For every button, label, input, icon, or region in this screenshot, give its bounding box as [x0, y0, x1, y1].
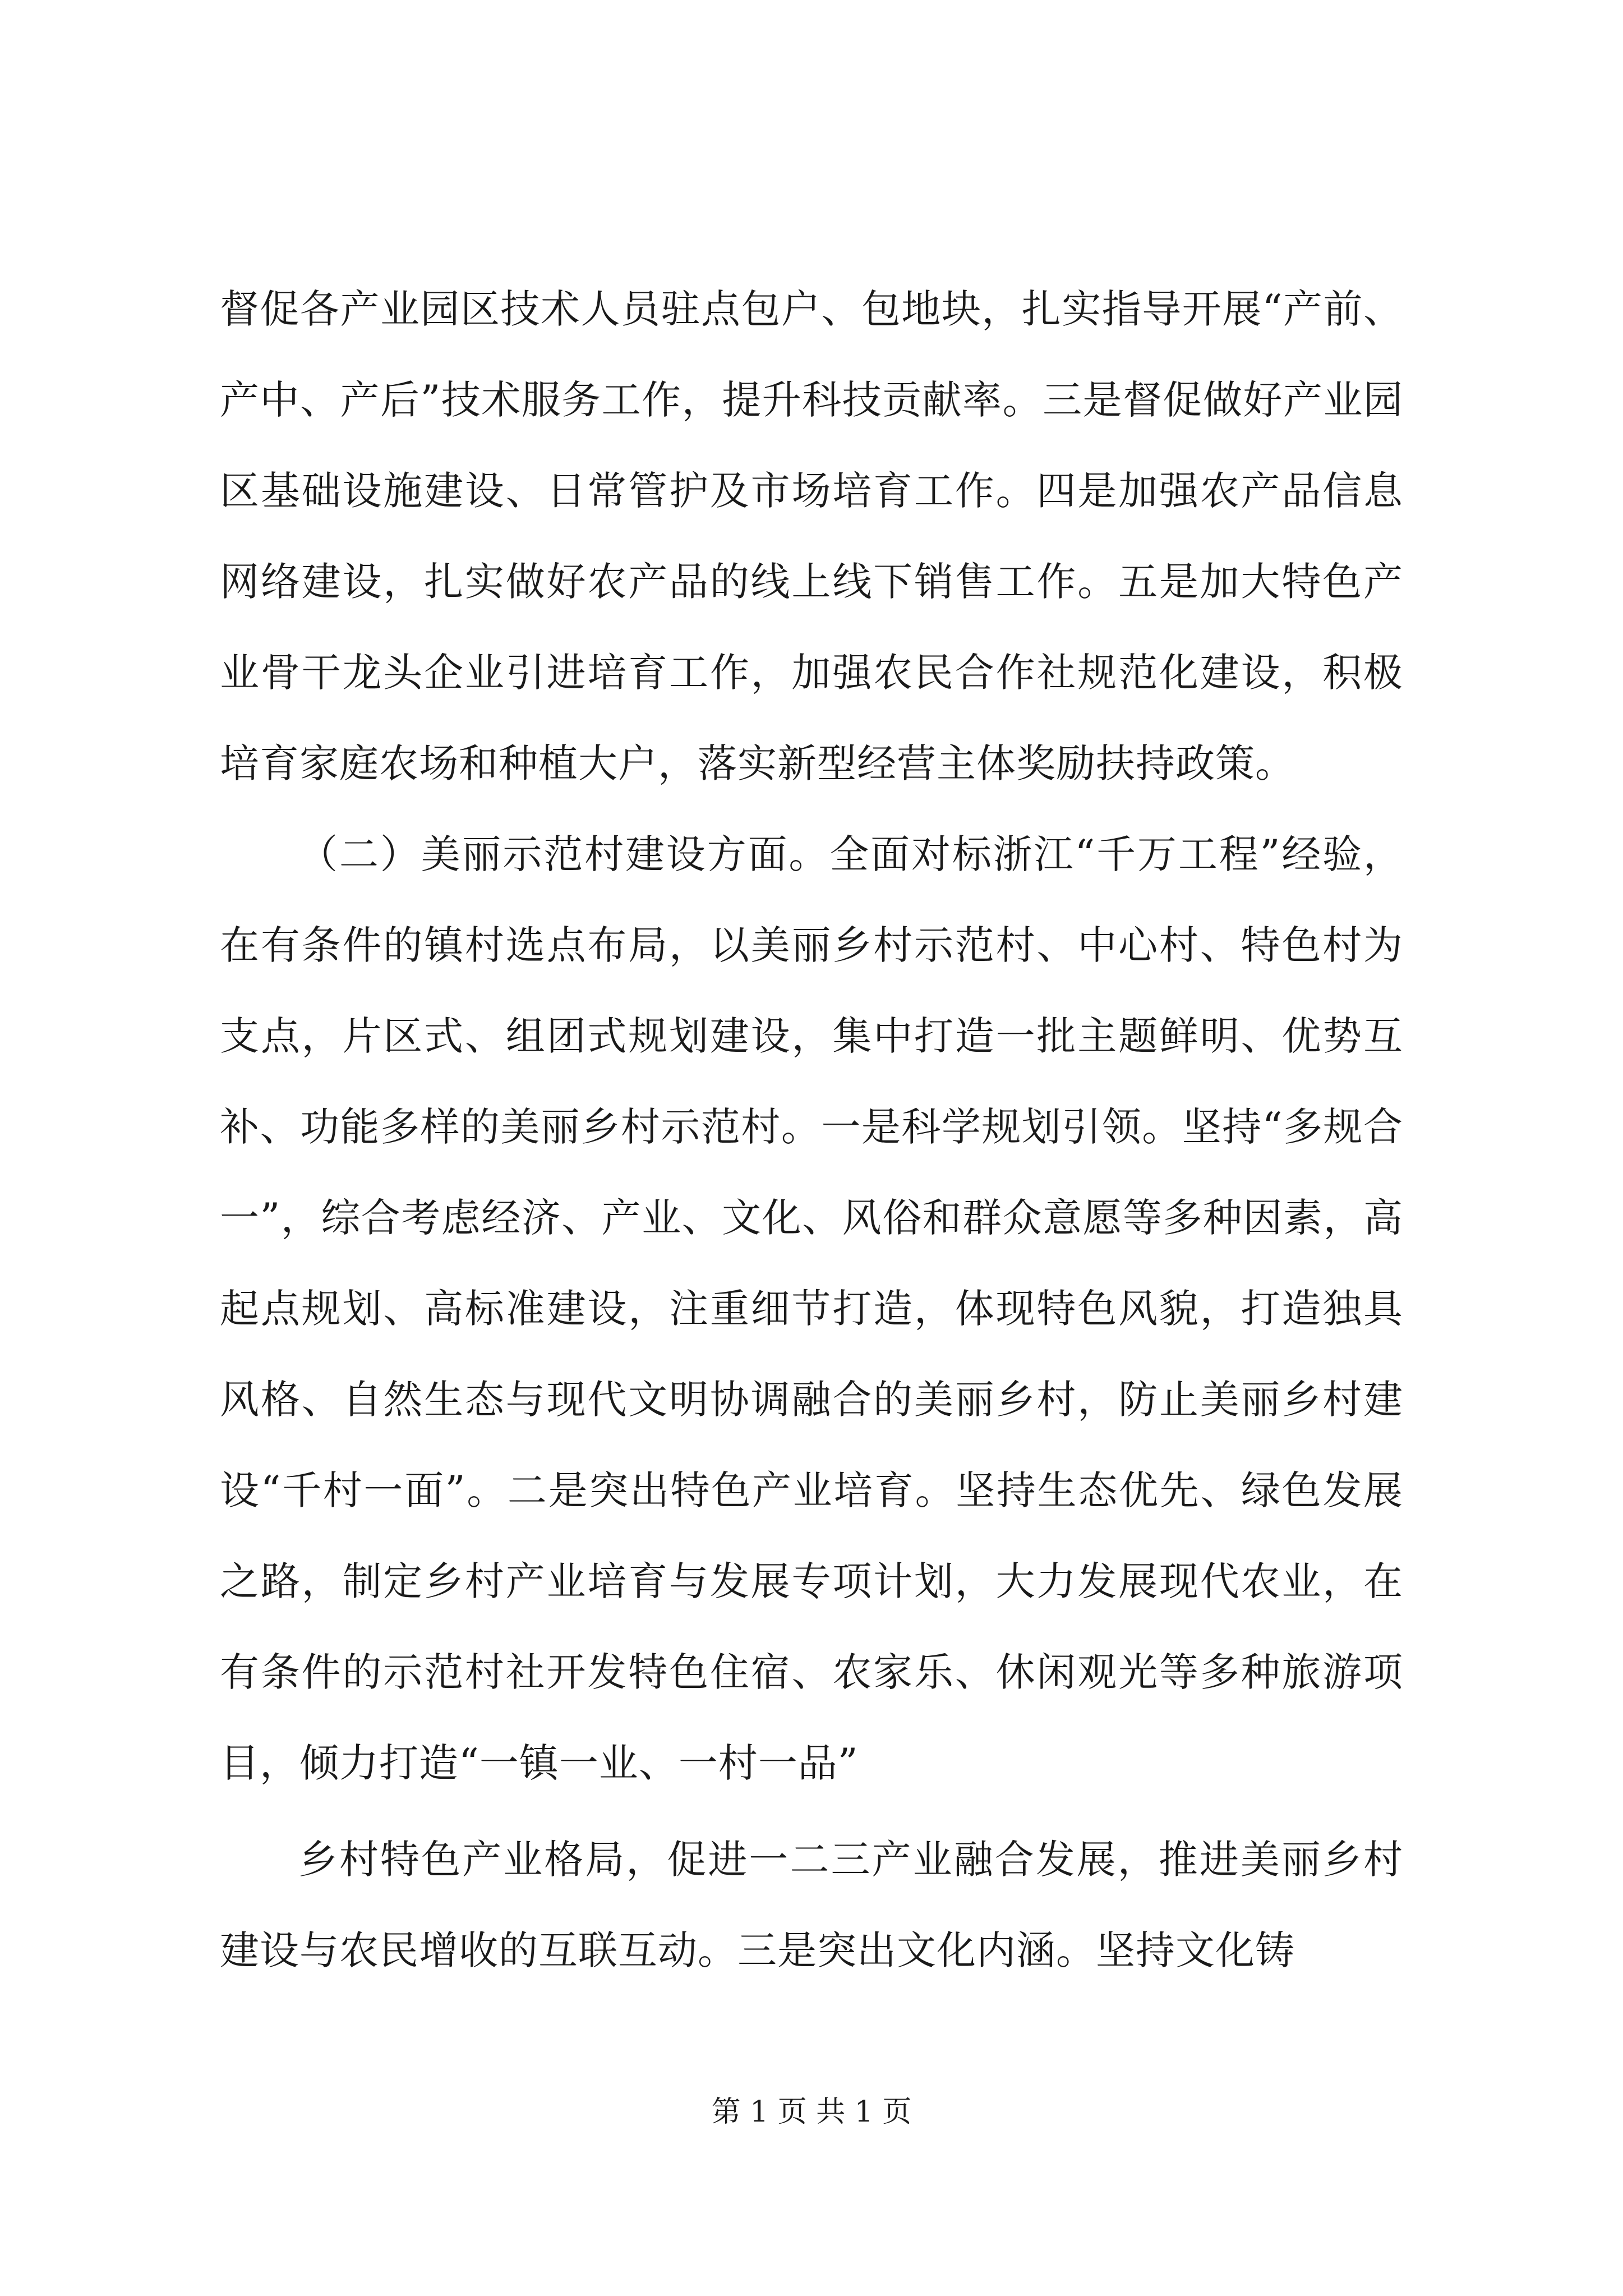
paragraph-section-two: （二）美丽示范村建设方面。全面对标浙江“千万工程”经验，在有条件的镇村选点布局，以美丽乡村示范村、中心村、特色村为支点，片区式、组团式规划建设，集中打造一批主题鲜明、优势互补、功能多样的美丽乡村示范村。一是科学规划引领。坚持“多规合一”，综合考虑经济、产业、文化、风俗和群众意愿等多种因素，高起点规划、高标准建设，注重细节打造，体现特色风貌，打造独具风格、自然生态与现代文明协调融合的美丽乡村，防止美丽乡村建设“千村一面”。二是突出特色产业培育。坚持生态优先、绿色发展之路，制定乡村产业培育与发展专项计划，大力发展现代农业，在有条件的示范村社开发特色住宿、农家乐、休闲观光等多种旅游项目，倾力打造“一镇一业、一村一品”: [220, 831, 1403, 1786]
paragraph-continuation: 督促各产业园区技术人员驻点包户、包地块，扎实指导开展“产前、产中、产后”技术服务工作，提升科技贡献率。三是督促做好产业园区基础设施建设、日常管护及市场培育工作。四是加强农产品信息网络建设，扎实做好农产品的线上线下销售工作。五是加大特色产业骨干龙头企业引进培育工作，加强农民合作社规范化建设，积极培育家庭农场和种植大户，落实新型经营主体奖励扶持政策。: [220, 286, 1403, 786]
page-number-footer: 第 1 页 共 1 页: [711, 2095, 912, 2129]
document-body: [220, 264, 1403, 1996]
paragraph-industry-pattern: 乡村特色产业格局，促进一二三产业融合发展，推进美丽乡村建设与农民增收的互联互动。三是突出文化内涵。坚持文化铸: [220, 1837, 1403, 1973]
